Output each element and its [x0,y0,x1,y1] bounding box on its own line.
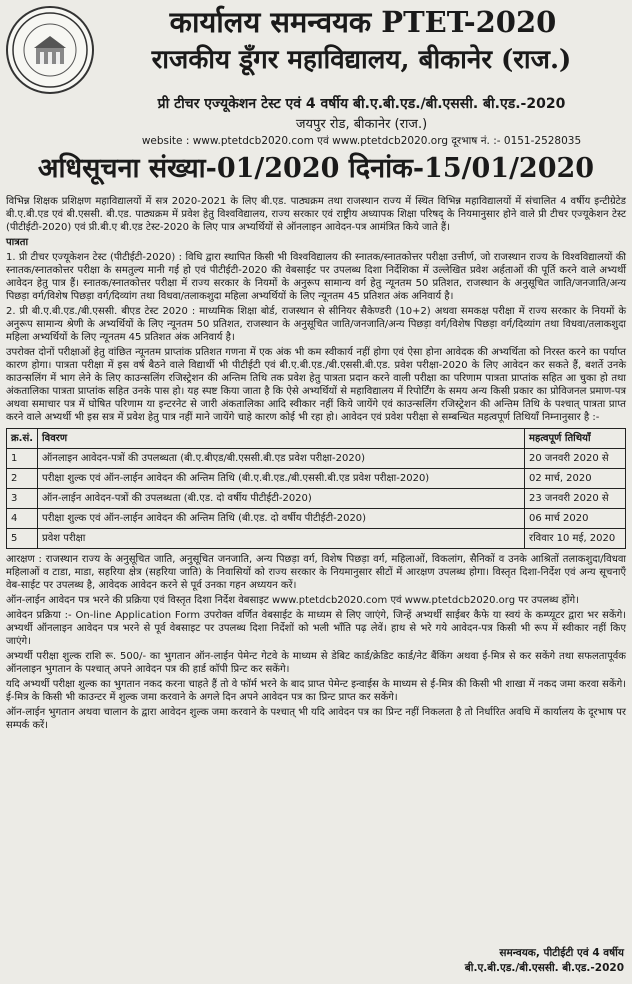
intro-paragraph: विभिन्न शिक्षक प्रशिक्षण महाविद्यालयों में सत्र 2020-2021 के लिए बी.एड. पाठ्यक्रम तथा राजस्थान राज्य में स्थित विभिन्न महाविद्यालयों में संचालित 4 वर्षीय इन्टीग्रेटेड बी.ए.बी.एड एवं बी.एससी. बी.एड. पाठ्यक्रम में प्रवेश हेतु विश्वविद्यालय, राज्य सरकार एवं राष्ट्रीय अध्यापक शिक्षा परिषद् के नियमानुसार होने वाले प्री टीचर एज्यूकेशन टेस्ट (पीटीईटी-2020) एवं प्री.बी.ए बी.एड टेस्ट-2020 के लिए पात्र अभ्यर्थियों से ऑनलाइन आवेदन-पत्र आमंत्रित किये जाते हैं। [6,196,626,233]
rounding-paragraph: उपरोक्त दोनों परीक्षाओं हेतु वांछित न्यूनतम प्राप्तांक प्रतिशत गणना में एक अंक भी कम स्वीकार्य नहीं होगा एवं ऐसा होना आवेदक की अभ्यर्थिता को निरस्त करने का पर्याप्त कारण होगा। पात्रता परीक्षा में इस वर्ष बैठने वाले विद्यार्थी भी पीटीईटी एवं बी.ए.बी.एड./बी.एससी.बी.एड. प्रवेश परीक्षा-2020 के लिए आवेदन कर सकते हैं, बशर्ते उनके काउन्सलिंग में भाग लेने के लिए काउन्सलिंग रजिस्ट्रेशन की अन्तिम तिथि तक प्रवेश हेतु पात्रता प्रदान करने वाली परीक्षा का परिणाम पात्रता प्राप्तांक सहित आ चुका हो तथा अंकतालिका पात्रता प्राप्तांक सहित उनके पास हो। यह स्पष्ट किया जाता है कि ऐसे अभ्यर्थियों से महाविद्यालय में रिपोर्टिंग के समय अन्य किसी प्रकार का प्रोविजनल प्रमाण-पत्र अथवा समाचार पत्र में घोषित परिणाम या इन्टरनेट से जारी अंकतालिका आदि स्वीकार नहीं किये जायेंगे एवं काउन्सलिंग रजिस्ट्रेशन की अन्तिम तिथि के पश्चात् पात्रता प्राप्त करने वाले अभ्यर्थी भी इस सत्र में प्रवेश हेतु पात्र नहीं माने जायेंगे चाहे कारण कोई भी रहा हो। आवेदन एवं प्रवेश परीक्षा से सम्बन्धित महत्वपूर्ण तिथियाँ निम्नानुसार है :- [6,347,626,423]
eligibility-item-1: 1. प्री टीचर एज्यूकेशन टेस्ट (पीटीईटी-2020) : विधि द्वारा स्थापित किसी भी विश्वविद्यालय की स्नातक/स्नातकोत्तर परीक्षा उत्तीर्ण, जो राजस्थान राज्य के विश्वविद्यालयों की स्नातक/स्नातकोत्तर परीक्षा के समतुल्य मानी गई हो एवं पीटीईटी-2020 की वेबसाईट पर उपलब्ध दिशा निर्देशिका में उल्लेखित प्रवेश अर्हताओं की पूर्ति करने वाले अभ्यर्थी आवेदन हेतु पात्र हैं। स्नातक/स्नातकोत्तर परीक्षा में राज्य सरकार के नियमों के अनुरूप सामान्य वर्ग हेतु न्यूनतम 50 प्रतिशत, राजस्थान के अनुसूचित जाति/जनजाति/अन्य पिछड़ा वर्ग/विशेष पिछड़ा वर्ग/दिव्यांग तथा विधवा/तलाकशुदा महिला अभ्यर्थियों के लिए न्यूनतम 45 प्रतिशत अंक अनिवार्य है। [6,252,626,302]
eligibility-heading: पात्रता [6,237,29,248]
college-name: राजकीय डूँगर महाविद्यालय, बीकानेर (राज.) [151,45,572,75]
row-description: परीक्षा शुल्क एवं ऑन-लाईन आवेदन की अन्तिम तिथि (बी.एड. दो वर्षीय पीटीईटी-2020) [38,509,525,529]
row-date: 20 जनवरी 2020 से [525,449,626,469]
row-number: 3 [7,489,38,509]
exam-name: प्री टीचर एज्यूकेशन टेस्ट एवं 4 वर्षीय बी.ए.बी.एड./बी.एससी. बी.एड.-2020 [157,96,566,112]
signature-block [465,946,624,976]
website-paragraph: ऑन-लाईन आवेदन पत्र भरने की प्रक्रिया एवं विस्तृत दिशा निर्देश वेबसाइट www.ptetdcb2020.com एवं www.ptetdcb2020.org पर उपलब्ध होंगे। [6,595,579,606]
table-row [7,449,626,469]
row-date: 06 मार्च 2020 [525,509,626,529]
header-sno: क्र.सं. [7,429,38,449]
signature-line-1: समन्वयक, पीटीईटी एवं 4 वर्षीय [499,947,624,959]
reservation-paragraph: आरक्षण : राजस्थान राज्य के अनुसूचित जाति, अनुसूचित जनजाति, अन्य पिछड़ा वर्ग, विशेष पिछड़ा वर्ग, महिलाओं, विकलांग, सैनिकों व उनके आश्रितों तलाकशुदा/विधवा महिलाओं व टाडा, माडा, सहरिया क्षेत्र (सहरिया जाति) के निवासियों को राज्य सरकार के नियमानुसार सीटों में आरक्षण उपलब्ध होगा। विस्तृत दिशा-निर्देश एवं अन्य सूचनाएँ वेब-साईट पर उपलब्ध है, आवेदक आवेदन करने से पूर्व उनका गहन अध्ययन करें। [6,554,626,591]
dates-table [6,428,626,549]
row-date: रविवार 10 मई, 2020 [525,529,626,549]
eligibility-item-2: 2. प्री बी.ए.बी.एड./बी.एससी. बीएड टेस्ट 2020 : माध्यमिक शिक्षा बोर्ड, राजस्थान से सीनियर सैकेण्डरी (10+2) अथवा समकक्ष परीक्षा में राज्य सरकार के नियमों के अनुरूप सामान्य श्रेणी के अभ्यर्थियों के लिए न्यूनतम 50 प्रतिशत, राजस्थान के अनुसूचित जाति/जनजाति/अन्य पिछड़ा वर्ग/विशेष पिछड़ा वर्ग/दिव्यांग तथा विधवा/तलाकशुदा महिला अभ्यर्थियों के लिए न्यूनतम 45 प्रतिशत अंक अनिवार्य है। [6,306,626,343]
row-number: 5 [7,529,38,549]
row-description: ऑन-लाईन आवेदन-पत्रों की उपलब्धता (बी.एड. दो वर्षीय पीटीईटी-2020) [38,489,525,509]
emitra-paragraph: यदि अभ्यर्थी परीक्षा शुल्क का भुगतान नकद करना चाहते हैं तो वे फॉर्म भरने के बाद प्राप्त पेमेन्ट इन्वाईस के माध्यम से ई-मित्र की किसी भी शाखा में नकद जमा करवा सकेंगे। ई-मित्र के किसी भी काउन्टर में शुल्क जमा करवाने के अगले दिन अपने आवेदन पत्र का प्रिन्ट प्राप्त कर सकेंगे। [6,679,626,703]
college-emblem-icon [10,10,90,90]
address: जयपुर रोड, बीकानेर (राज.) [295,117,428,132]
table-row [7,489,626,509]
notification-number: अधिसूचना संख्या-01/2020 दिनांक-15/01/2020 [37,153,595,184]
table-row [7,469,626,489]
table-row [7,529,626,549]
row-date: 23 जनवरी 2020 से [525,489,626,509]
row-description: प्रवेश परीक्षा [38,529,525,549]
college-logo [6,6,94,94]
table-row [7,509,626,529]
fee-paragraph: अभ्यर्थी परीक्षा शुल्क राशि रू. 500/- का भुगतान ऑन-लाईन पेमेन्ट गेटवे के माध्यम से डेबिट कार्ड/क्रेडिट कार्ड/नेट बैंकिंग अथवा ई-मित्र से कर सकेंगे तथा सफलतापूर्वक ऑनलाइन भुगतान के पश्चात् अपने आवेदन पत्र की हार्ड कॉपी प्रिन्ट कर सकेंगे। [6,651,626,675]
signature-line-2: बी.ए.बी.एड./बी.एससी. बी.एड.-2020 [464,962,624,974]
row-date: 02 मार्च, 2020 [525,469,626,489]
row-number: 1 [7,449,38,469]
row-description: परीक्षा शुल्क एवं ऑन-लाईन आवेदन की अन्तिम तिथि (बी.ए.बी.एड./बी.एससी.बी.एड प्रवेश परीक्षा-2020) [38,469,525,489]
header-description: विवरण [38,429,525,449]
notice-body [6,195,626,734]
process-paragraph: आवेदन प्रक्रिया :- On-line Application Form उपरोक्त वर्णित वेबसाईट के माध्यम से लिए जाएंगे, जिन्हें अभ्यर्थी साईबर कैफे या स्वयं के कम्प्यूटर द्वारा भर सकेंगे। अभ्यर्थी ऑनलाइन आवेदन पत्र भरने से पूर्व वेबसाइट पर उपलब्ध दिशा निर्देशों को भली भाँति पढ़ लेवें। हाथ से भरे गये आवेदन-पत्र किसी भी रूप में स्वीकार नहीं किए जाएंगे। [6,610,626,647]
header-dates: महत्वपूर्ण तिथियाँ [525,429,626,449]
table-header-row [7,429,626,449]
row-number: 2 [7,469,38,489]
help-paragraph: ऑन-लाईन भुगतान अथवा चालान के द्वारा आवेदन शुल्क जमा करवाने के पश्चात् भी यदि आवेदन पत्र का प्रिन्ट नहीं निकलता है तो निर्धारित अवधि में कार्यालय के दूरभाष पर सम्पर्क करें। [6,707,626,731]
contact-line: website : www.ptetdcb2020.com एवं www.ptetdcb2020.org दूरभाष नं. :- 0151-2528035 [141,135,582,147]
office-title: कार्यालय समन्वयक PTET-2020 [169,5,557,39]
row-description: ऑनलाइन आवेदन-पत्रों की उपलब्धता (बी.ए.बीएड/बी.एससी.बी.एड प्रवेश परीक्षा-2020) [38,449,525,469]
row-number: 4 [7,509,38,529]
notice-header [0,0,632,190]
